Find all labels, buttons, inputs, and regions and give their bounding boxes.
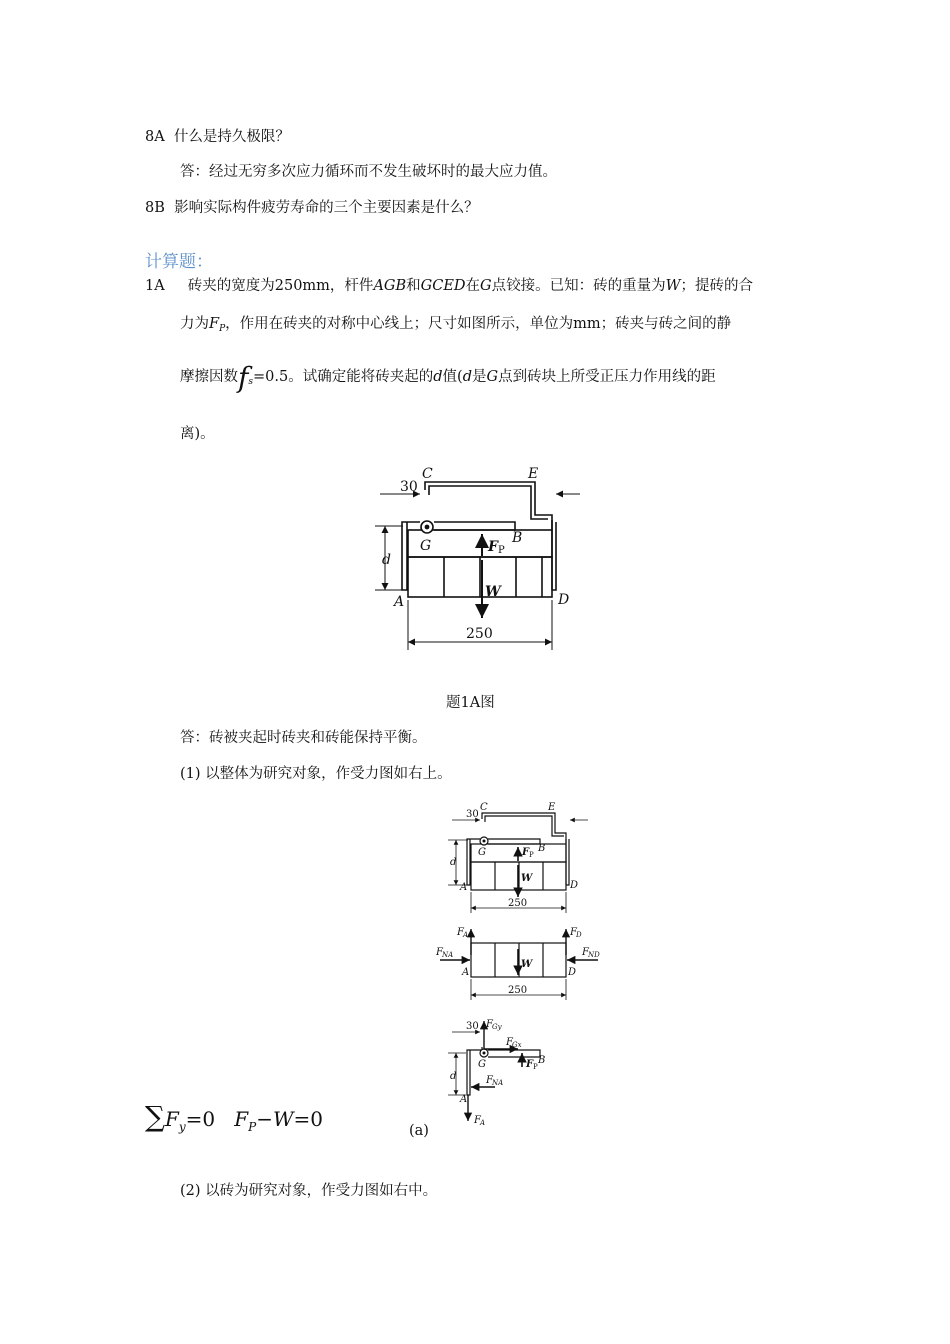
text-run: 值( xyxy=(442,369,463,385)
text-run: =0.5。试确定能将砖夹起的 xyxy=(253,369,434,385)
bot-dim-30: 30 xyxy=(466,1021,479,1032)
label-fp: F xyxy=(488,539,498,555)
mid-label-fnd: F xyxy=(582,947,589,958)
label-d: D xyxy=(558,592,570,608)
eq-text: =0 xyxy=(293,1107,324,1131)
figure-1a xyxy=(360,460,600,660)
mid-label-w: W xyxy=(521,959,533,970)
question-label: 1A xyxy=(145,278,165,294)
bot-label-fp-sub: P xyxy=(533,1063,538,1071)
mid-dim-250: 250 xyxy=(508,985,528,996)
top-label-e: E xyxy=(548,802,556,813)
question-label: 8B xyxy=(145,200,165,216)
figure-a-label: (a) xyxy=(409,1123,429,1139)
mid-label-a: A xyxy=(462,967,470,978)
bot-label-fgy-sub: Gy xyxy=(492,1023,502,1031)
top-label-d-dim: d xyxy=(450,857,457,868)
symbol-fs: f xyxy=(238,361,249,394)
mid-label-fna: F xyxy=(436,947,443,958)
symbol-agb: AGB xyxy=(373,278,407,294)
answer-8a: 答：经过无穷多次应力循环而不发生破坏时的最大应力值。 xyxy=(180,164,557,180)
question-text: 什么是持久极限？ xyxy=(173,129,290,145)
question-1a-line3 xyxy=(180,361,716,394)
bot-label-fgy: F xyxy=(486,1019,493,1030)
question-1a-line4: 离)。 xyxy=(180,426,215,442)
mid-label-fna-sub: NA xyxy=(442,951,454,959)
text-run: 砖夹的宽度为250mm，杆件 xyxy=(187,278,374,294)
bot-label-fp: F xyxy=(526,1059,534,1070)
question-1a-line1 xyxy=(145,276,753,296)
symbol-gced: GCED xyxy=(420,278,466,294)
text-run: 和 xyxy=(406,278,421,294)
question-8a xyxy=(145,127,290,147)
top-label-b: B xyxy=(538,843,546,854)
bot-label-fa: F xyxy=(474,1115,481,1126)
equation-sum-fy xyxy=(145,1100,323,1134)
symbol-d: d xyxy=(433,369,443,385)
label-d-dim: d xyxy=(382,552,391,568)
text-run: 是 xyxy=(471,369,487,385)
top-dim-250: 250 xyxy=(508,898,528,909)
bot-label-fgx-sub: Gx xyxy=(512,1041,522,1049)
label-c: C xyxy=(422,466,433,482)
section-title: 计算题： xyxy=(145,252,213,272)
label-g: G xyxy=(420,538,432,554)
label-e: E xyxy=(528,466,539,482)
top-label-fp: F xyxy=(522,847,530,858)
symbol-fp: F xyxy=(209,316,220,332)
dim-250: 250 xyxy=(466,626,493,642)
label-b: B xyxy=(512,530,523,546)
mid-label-fa-sub: A xyxy=(463,931,469,939)
label-a: A xyxy=(394,594,405,610)
bot-label-fgx: F xyxy=(506,1037,513,1048)
question-label: 8A xyxy=(145,129,165,145)
symbol-g: G xyxy=(480,278,492,294)
answer-step2: (2) 以砖为研究对象，作受力图如右中。 xyxy=(180,1183,438,1199)
eq-symbol: W xyxy=(272,1107,294,1131)
symbol-w: W xyxy=(665,278,681,294)
top-label-g: G xyxy=(478,847,486,858)
eq-sub: y xyxy=(178,1120,186,1134)
text-run: 摩擦因数 xyxy=(180,369,238,385)
answer-step1: (1) 以整体为研究对象，作受力图如右上。 xyxy=(180,766,452,782)
question-text: 影响实际构件疲劳寿命的三个主要因素是什么？ xyxy=(174,200,479,216)
answer-intro: 答：砖被夹起时砖夹和砖能保持平衡。 xyxy=(180,730,427,746)
dim-30: 30 xyxy=(400,479,418,495)
top-label-c: C xyxy=(480,802,488,813)
top-label-a: A xyxy=(460,882,468,893)
top-dim-30: 30 xyxy=(466,809,479,820)
eq-symbol: F xyxy=(234,1107,249,1131)
bot-label-a: A xyxy=(460,1094,468,1105)
figure-caption: 题1A图 xyxy=(446,695,495,711)
eq-symbol: F xyxy=(165,1107,179,1131)
eq-text: =0 xyxy=(185,1107,216,1131)
bot-label-fna-sub: NA xyxy=(492,1079,504,1087)
eq-sub: P xyxy=(248,1120,257,1134)
label-fp-sub: P xyxy=(498,545,505,556)
mid-label-fd: F xyxy=(570,927,577,938)
question-1a-line2 xyxy=(180,314,731,339)
mid-label-d: D xyxy=(568,967,577,978)
sum-symbol: ∑ xyxy=(145,1100,165,1133)
symbol-sub: s xyxy=(248,377,253,387)
mid-label-fa: F xyxy=(457,927,464,938)
eq-text: − xyxy=(256,1107,273,1131)
symbol-sub: P xyxy=(219,324,226,334)
symbol-g: G xyxy=(486,369,499,385)
label-w: W xyxy=(485,584,501,600)
text-run: 在 xyxy=(465,278,481,294)
bot-label-fna: F xyxy=(486,1075,493,1086)
symbol-d: d xyxy=(462,369,472,385)
text-run: 力为 xyxy=(180,316,209,332)
bot-label-g: G xyxy=(478,1059,486,1070)
bot-label-d-dim: d xyxy=(450,1071,457,1082)
figure-a xyxy=(430,795,605,1135)
top-label-d: D xyxy=(570,880,579,891)
bot-label-b: B xyxy=(538,1055,546,1066)
mid-label-fnd-sub: ND xyxy=(588,951,600,959)
mid-label-fd-sub: D xyxy=(576,931,582,939)
question-8b xyxy=(145,198,479,218)
text-run: 点到砖块上所受正压力作用线的距 xyxy=(498,369,716,385)
text-run: ，作用在砖夹的对称中心线上；尺寸如图所示，单位为mm；砖夹与砖之间的静 xyxy=(225,316,732,332)
top-label-w: W xyxy=(521,873,533,884)
text-run: 点铰接。已知：砖的重量为 xyxy=(491,278,666,294)
text-run: ；提砖的合 xyxy=(680,278,754,294)
bot-label-fa-sub: A xyxy=(480,1119,486,1127)
top-label-fp-sub: P xyxy=(529,851,534,859)
